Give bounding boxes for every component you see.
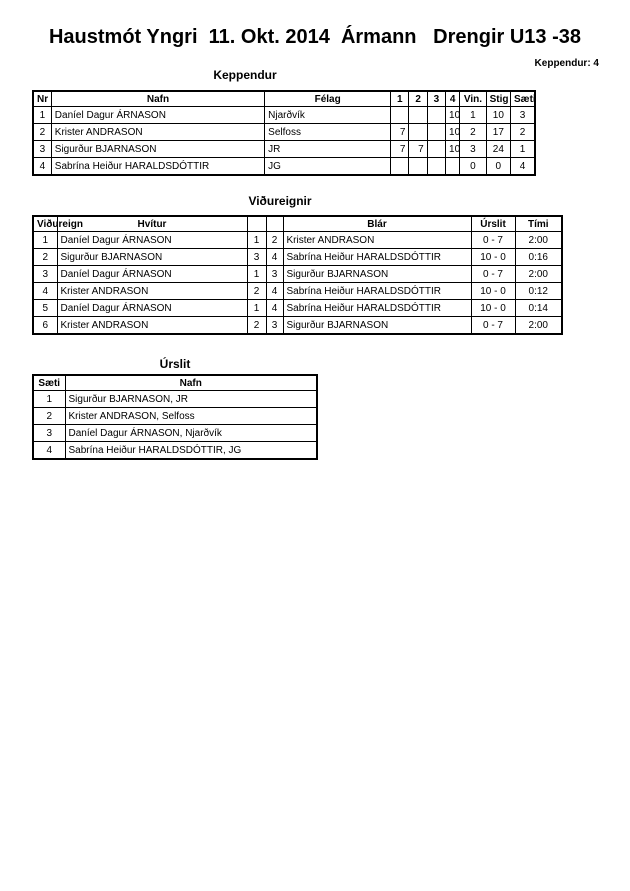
- games-cell: 10 - 0: [471, 283, 515, 300]
- games-cell: Krister ANDRASON: [57, 283, 247, 300]
- players-col-header: Félag: [265, 91, 391, 107]
- players-cell: 3: [511, 107, 535, 124]
- results-row: [33, 425, 317, 442]
- games-cell: 2:00: [515, 266, 562, 283]
- games-col-header: Tími: [515, 216, 562, 232]
- players-cell: JR: [265, 141, 391, 158]
- players-cell: [446, 158, 460, 176]
- games-cell: 2:00: [515, 317, 562, 335]
- results-row: [33, 442, 317, 460]
- players-cell: Selfoss: [265, 124, 391, 141]
- games-cell: 1: [247, 300, 266, 317]
- results-cell: Krister ANDRASON, Selfoss: [65, 408, 317, 425]
- results-row: [33, 391, 317, 408]
- players-col-header: 4: [446, 91, 460, 107]
- players-col-header: Nr: [33, 91, 51, 107]
- players-cell: 0: [486, 158, 510, 176]
- games-cell: Sigurður BJARNASON: [57, 249, 247, 266]
- players-col-header: Sæti: [511, 91, 535, 107]
- games-cell: Krister ANDRASON: [283, 232, 471, 249]
- games-row: [33, 300, 562, 317]
- games-cell: 4: [266, 283, 283, 300]
- games-col-header: Viðureign: [33, 216, 57, 232]
- players-col-header: Nafn: [51, 91, 264, 107]
- results-row: [33, 408, 317, 425]
- games-cell: 2:00: [515, 232, 562, 249]
- players-cell: 10: [446, 141, 460, 158]
- games-cell: 2: [247, 283, 266, 300]
- games-cell: 10 - 0: [471, 249, 515, 266]
- games-cell: Sabrína Heiður HARALDSDÓTTIR: [283, 300, 471, 317]
- games-cell: 10 - 0: [471, 300, 515, 317]
- games-cell: 2: [33, 249, 57, 266]
- players-col-header: Vin.: [460, 91, 486, 107]
- players-cell: [427, 158, 445, 176]
- players-row: [33, 107, 535, 124]
- games-row: [33, 232, 562, 249]
- games-col-header: Úrslit: [471, 216, 515, 232]
- games-col-header: [266, 216, 283, 232]
- games-cell: 3: [266, 317, 283, 335]
- players-cell: [427, 141, 445, 158]
- players-cell: Daníel Dagur ÁRNASON: [51, 107, 264, 124]
- players-cell: 10: [486, 107, 510, 124]
- games-cell: 0 - 7: [471, 317, 515, 335]
- players-cell: 4: [511, 158, 535, 176]
- games-cell: 0:14: [515, 300, 562, 317]
- games-cell: 4: [33, 283, 57, 300]
- players-cell: Njarðvík: [265, 107, 391, 124]
- players-cell: [391, 158, 409, 176]
- games-cell: Sigurður BJARNASON: [283, 317, 471, 335]
- games-cell: 1: [247, 266, 266, 283]
- games-cell: Sabrína Heiður HARALDSDÓTTIR: [283, 283, 471, 300]
- players-cell: 0: [460, 158, 486, 176]
- games-cell: Sigurður BJARNASON: [283, 266, 471, 283]
- players-cell: 1: [511, 141, 535, 158]
- games-cell: 1: [247, 232, 266, 249]
- games-heading: Viðureignir: [248, 194, 312, 208]
- games-cell: 6: [33, 317, 57, 335]
- games-table: [32, 215, 563, 335]
- players-cell: [409, 107, 427, 124]
- players-col-header: 2: [409, 91, 427, 107]
- players-heading: Keppendur: [213, 68, 277, 82]
- players-cell: 24: [486, 141, 510, 158]
- players-cell: 10: [446, 124, 460, 141]
- players-row: [33, 141, 535, 158]
- games-cell: Daníel Dagur ÁRNASON: [57, 300, 247, 317]
- games-cell: 3: [266, 266, 283, 283]
- players-cell: 1: [460, 107, 486, 124]
- games-cell: Daníel Dagur ÁRNASON: [57, 266, 247, 283]
- players-cell: [427, 107, 445, 124]
- players-row: [33, 124, 535, 141]
- players-cell: [409, 124, 427, 141]
- players-col-header: 1: [391, 91, 409, 107]
- players-cell: 10: [446, 107, 460, 124]
- results-cell: Daníel Dagur ÁRNASON, Njarðvík: [65, 425, 317, 442]
- players-cell: JG: [265, 158, 391, 176]
- players-cell: 4: [33, 158, 51, 176]
- players-col-header: 3: [427, 91, 445, 107]
- games-cell: 4: [266, 249, 283, 266]
- page-title: Haustmót Yngri 11. Okt. 2014 Ármann Drengir U13 -38: [48, 26, 582, 48]
- players-cell: Sabrína Heiður HARALDSDÓTTIR: [51, 158, 264, 176]
- games-row: [33, 266, 562, 283]
- games-col-header: Blár: [283, 216, 471, 232]
- results-col-header: Sæti: [33, 375, 65, 391]
- player-count: Keppendur: 4: [534, 58, 599, 69]
- players-cell: 7: [391, 141, 409, 158]
- games-cell: Sabrína Heiður HARALDSDÓTTIR: [283, 249, 471, 266]
- results-cell: 3: [33, 425, 65, 442]
- players-cell: 2: [511, 124, 535, 141]
- games-cell: 4: [266, 300, 283, 317]
- players-cell: 17: [486, 124, 510, 141]
- results-cell: Sigurður BJARNASON, JR: [65, 391, 317, 408]
- players-table: [32, 90, 536, 176]
- players-cell: 2: [460, 124, 486, 141]
- players-cell: 2: [33, 124, 51, 141]
- results-table: [32, 374, 318, 460]
- games-cell: Krister ANDRASON: [57, 317, 247, 335]
- players-cell: 3: [33, 141, 51, 158]
- players-cell: 7: [409, 141, 427, 158]
- games-cell: 0 - 7: [471, 266, 515, 283]
- results-col-header: Nafn: [65, 375, 317, 391]
- results-cell: 1: [33, 391, 65, 408]
- games-cell: 3: [247, 249, 266, 266]
- games-cell: 5: [33, 300, 57, 317]
- players-cell: 7: [391, 124, 409, 141]
- games-row: [33, 249, 562, 266]
- games-cell: 0:12: [515, 283, 562, 300]
- players-cell: 1: [33, 107, 51, 124]
- games-col-header: [247, 216, 266, 232]
- players-cell: [409, 158, 427, 176]
- games-cell: 2: [266, 232, 283, 249]
- games-row: [33, 317, 562, 335]
- games-cell: 3: [33, 266, 57, 283]
- games-cell: Daníel Dagur ÁRNASON: [57, 232, 247, 249]
- games-row: [33, 283, 562, 300]
- results-cell: Sabrína Heiður HARALDSDÓTTIR, JG: [65, 442, 317, 460]
- players-cell: 3: [460, 141, 486, 158]
- players-cell: [391, 107, 409, 124]
- games-cell: 0:16: [515, 249, 562, 266]
- results-cell: 4: [33, 442, 65, 460]
- results-cell: 2: [33, 408, 65, 425]
- games-col-header: Hvítur: [57, 216, 247, 232]
- players-cell: [427, 124, 445, 141]
- players-cell: Sigurður BJARNASON: [51, 141, 264, 158]
- players-cell: Krister ANDRASON: [51, 124, 264, 141]
- games-cell: 2: [247, 317, 266, 335]
- games-cell: 0 - 7: [471, 232, 515, 249]
- players-col-header: Stig: [486, 91, 510, 107]
- players-row: [33, 158, 535, 176]
- results-heading: Úrslit: [159, 357, 191, 371]
- games-cell: 1: [33, 232, 57, 249]
